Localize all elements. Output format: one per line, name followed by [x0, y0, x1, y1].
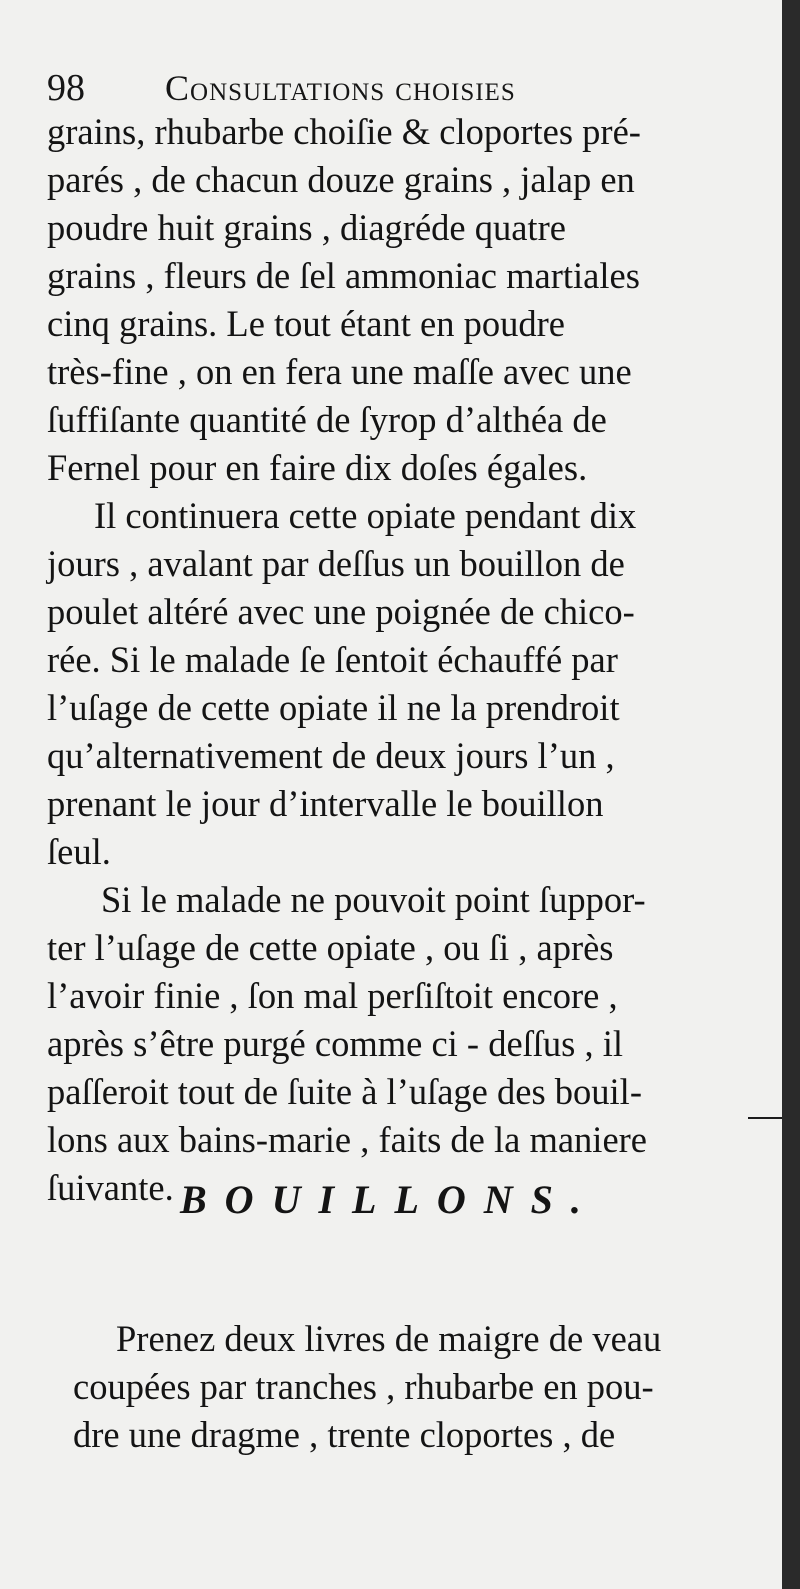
text-line: grains , fleurs de ſel ammoniac martiales — [47, 255, 640, 296]
text-line: poudre huit grains , diagréde quatre — [47, 207, 566, 248]
running-title: Consultations choisies — [165, 68, 516, 108]
page-edge — [782, 0, 800, 1589]
text-line: qu’alternativement de deux jours l’un , — [47, 735, 615, 776]
text-line: dre une dragme , trente cloportes , de — [73, 1414, 616, 1455]
section-heading: BOUILLONS. — [180, 1177, 599, 1222]
text-line: ſuivante. — [47, 1167, 174, 1208]
text-line: Il continuera cette opiate pendant dix — [94, 495, 637, 536]
text-line: prenant le jour d’intervalle le bouillon — [47, 783, 604, 824]
text-line: l’uſage de cette opiate il ne la prendroit — [47, 687, 620, 728]
page-number: 98 — [47, 67, 85, 109]
text-line: jours , avalant par deſſus un bouillon de — [47, 543, 625, 584]
text-line: après s’être purgé comme ci - deſſus , il — [47, 1023, 624, 1064]
margin-mark — [748, 1117, 782, 1119]
text-line: poulet altéré avec une poignée de chico- — [47, 591, 635, 632]
text-line: parés , de chacun douze grains , jalap en — [47, 159, 635, 200]
text-line: lons aux bains-marie , faits de la maniere — [47, 1119, 648, 1160]
text-line: très-fine , on en fera une maſſe avec une — [47, 351, 632, 392]
page-header — [47, 63, 687, 113]
text-line: ter l’uſage de cette opiate , ou ſi , après — [47, 927, 614, 968]
text-line: Fernel pour en faire dix doſes égales. — [47, 447, 588, 488]
text-line: grains, rhubarbe choiſie & cloportes pré- — [47, 111, 641, 152]
text-line: Prenez deux livres de maigre de veau — [116, 1318, 662, 1359]
text-line: Si le malade ne pouvoit point ſuppor- — [101, 879, 646, 920]
text-line: paſſeroit tout de ſuite à l’uſage des bouil- — [47, 1071, 642, 1112]
text-line: ſuffiſante quantité de ſyrop d’althéa de — [47, 399, 607, 440]
text-line: rée. Si le malade ſe ſentoit échauffé par — [47, 639, 618, 680]
text-line: cinq grains. Le tout étant en poudre — [47, 303, 565, 344]
text-line: l’avoir finie , ſon mal perſiſtoit encore , — [47, 975, 618, 1016]
text-line: ſeul. — [47, 831, 111, 872]
text-line: coupées par tranches , rhubarbe en pou- — [73, 1366, 654, 1407]
